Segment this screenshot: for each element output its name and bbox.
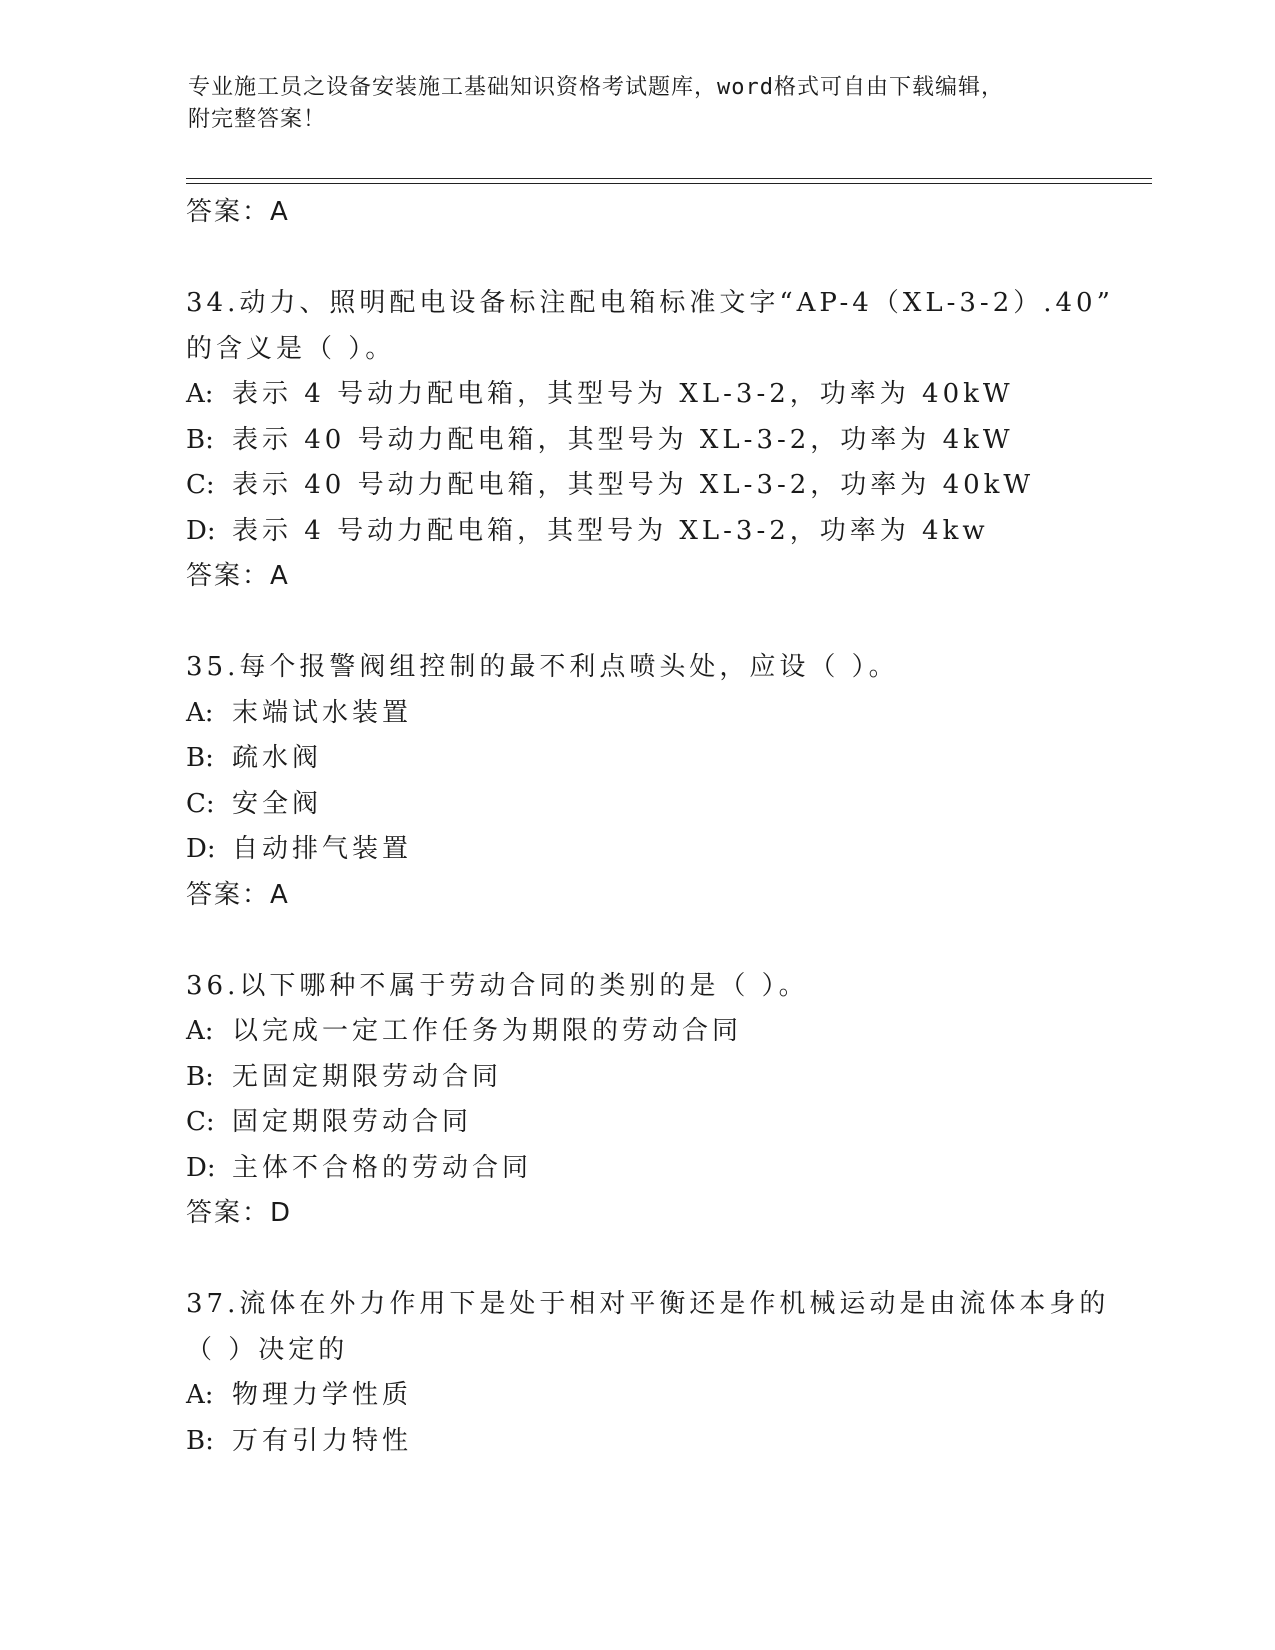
question-stem-line: 36.以下哪种不属于劳动合同的类别的是（ ）。 bbox=[186, 970, 809, 1001]
option-text: 表示 4 号动力配电箱，其型号为 XL-3-2，功率为 40kW bbox=[232, 379, 1014, 409]
question-stem-line: 的含义是（ ）。 bbox=[186, 333, 396, 364]
option-text: 表示 40 号动力配电箱，其型号为 XL-3-2，功率为 40kW bbox=[232, 470, 1035, 500]
option-row bbox=[186, 827, 1146, 873]
header-line-2: 附完整答案！ bbox=[188, 107, 327, 132]
option-text: 表示 40 号动力配电箱，其型号为 XL-3-2，功率为 4kW bbox=[232, 424, 1014, 455]
option-label: D: bbox=[186, 834, 216, 864]
question-block bbox=[186, 1282, 1146, 1464]
question-block bbox=[186, 964, 1146, 1237]
option-row bbox=[186, 1100, 1146, 1146]
option-text: 表示 4 号动力配电箱，其型号为 XL-3-2，功率为 4kw bbox=[232, 515, 989, 546]
option-label: D: bbox=[186, 1152, 216, 1183]
question-stem-line: 37.流体在外力作用下是处于相对平衡还是作机械运动是由流体本身的 bbox=[186, 1289, 1110, 1319]
question-spacer bbox=[186, 918, 1146, 964]
question-stem-line: 35.每个报警阀组控制的最不利点喷头处，应设（ ）。 bbox=[186, 652, 899, 682]
option-row bbox=[186, 463, 1146, 509]
option-text: 安全阀 bbox=[232, 788, 323, 819]
option-text: 疏水阀 bbox=[232, 743, 323, 773]
document-header bbox=[188, 72, 1088, 136]
option-label: C: bbox=[186, 788, 215, 819]
option-label: D: bbox=[186, 515, 216, 546]
option-text: 末端试水装置 bbox=[232, 697, 413, 728]
option-row bbox=[186, 782, 1146, 828]
question-block bbox=[186, 281, 1146, 600]
question-stem-line: （ ）决定的 bbox=[186, 1334, 349, 1365]
option-text: 自动排气装置 bbox=[232, 834, 413, 864]
option-label: B: bbox=[186, 424, 214, 455]
option-text: 以完成一定工作任务为期限的劳动合同 bbox=[232, 1016, 743, 1046]
option-label: A: bbox=[186, 1016, 214, 1046]
option-text: 主体不合格的劳动合同 bbox=[232, 1152, 533, 1183]
option-label: C: bbox=[186, 1107, 215, 1137]
header-divider-bottom bbox=[186, 183, 1152, 184]
option-row bbox=[186, 1009, 1146, 1055]
question-spacer bbox=[186, 1237, 1146, 1283]
option-label: B: bbox=[186, 1061, 214, 1092]
option-text: 无固定期限劳动合同 bbox=[232, 1061, 503, 1092]
option-label: A: bbox=[186, 1380, 214, 1410]
question-stem-line: 34.动力、照明配电设备标注配电箱标准文字“AP-4（XL-3-2）.40” bbox=[186, 288, 1114, 318]
option-label: B: bbox=[186, 743, 214, 773]
option-text: 固定期限劳动合同 bbox=[232, 1107, 473, 1137]
option-label: C: bbox=[186, 470, 215, 500]
option-row bbox=[186, 1146, 1146, 1192]
header-line-1: 专业施工员之设备安装施工基础知识资格考试题库，word格式可自由下载编辑， bbox=[188, 75, 1004, 100]
option-row bbox=[186, 1373, 1146, 1419]
question-spacer bbox=[186, 600, 1146, 646]
option-label: A: bbox=[186, 697, 214, 728]
option-row bbox=[186, 372, 1146, 418]
option-row bbox=[186, 1055, 1146, 1101]
answer-line: 答案：D bbox=[186, 1198, 293, 1228]
option-row bbox=[186, 418, 1146, 464]
option-row bbox=[186, 509, 1146, 555]
header-divider-top bbox=[186, 178, 1152, 179]
question-spacer bbox=[186, 236, 1146, 282]
option-label: B: bbox=[186, 1425, 214, 1456]
option-text: 物理力学性质 bbox=[232, 1380, 413, 1410]
question-list bbox=[186, 190, 1146, 1464]
question-block bbox=[186, 645, 1146, 918]
answer-line: 答案：A bbox=[186, 197, 290, 227]
option-row bbox=[186, 1419, 1146, 1465]
option-row bbox=[186, 736, 1146, 782]
answer-line: 答案：A bbox=[186, 879, 290, 910]
option-text: 万有引力特性 bbox=[232, 1425, 413, 1456]
option-label: A: bbox=[186, 379, 214, 409]
option-row bbox=[186, 691, 1146, 737]
answer-line: 答案：A bbox=[186, 561, 290, 591]
